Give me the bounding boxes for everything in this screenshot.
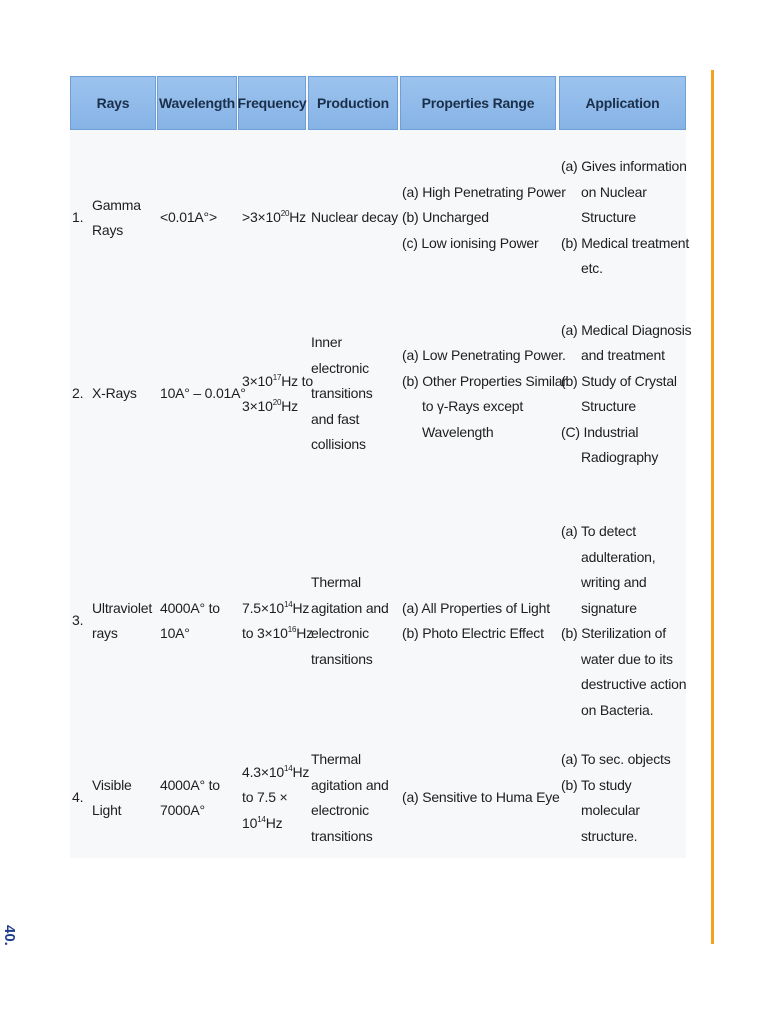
cell-line: on Nuclear: [581, 183, 647, 200]
table-row: [70, 506, 686, 716]
cell-line: transitions: [311, 827, 373, 844]
cell-line: 4000A° to: [160, 599, 220, 616]
cell-line: (a) Low Penetrating Power.: [402, 347, 566, 363]
cell-line: $3\times 10^{20}Hz$: [242, 398, 298, 414]
cell-line: (b) Uncharged: [402, 209, 489, 226]
cell-line: and fast: [311, 410, 360, 427]
header-rays: Rays: [70, 76, 156, 130]
cell-application: [561, 519, 687, 723]
cell-line: Light: [92, 802, 122, 818]
cell-line: agitation and: [311, 599, 389, 616]
cell-line: to $3\times 10^{16}Hz$: [242, 625, 313, 641]
cell-line: Gamma: [92, 196, 141, 213]
cell-line: (a) Medical Diagnosis: [561, 321, 692, 338]
cell-line: electronic: [311, 802, 369, 818]
cell-properties: [402, 343, 567, 445]
cell-line: (b) Study of Crystal: [561, 372, 677, 389]
header-production: Production: [308, 76, 398, 130]
cell-line: 10A° – 0.01A°: [160, 385, 246, 402]
cell-line: Radiography: [581, 449, 659, 465]
cell-line: writing and: [581, 574, 647, 590]
cell-line: structure.: [581, 827, 638, 844]
cell-frequency: [242, 596, 313, 647]
cell-line: $3\times 10^{17}Hz$ to: [242, 372, 313, 389]
cell-rays: [92, 596, 158, 647]
cell-rays: [92, 773, 158, 824]
cell-line: <0.01A°>: [160, 209, 217, 226]
cell-no: [72, 608, 90, 634]
cell-line: (a) Sensitive to Huma Eye: [402, 789, 560, 806]
cell-properties: [402, 596, 558, 647]
cell-line: $10^{14}Hz$: [242, 814, 283, 831]
cell-line: Visible: [92, 776, 132, 793]
cell-wavelength: [160, 773, 240, 824]
table-header-row: [70, 76, 686, 132]
cell-line: Wavelength: [422, 423, 494, 440]
cell-application: [561, 318, 692, 471]
cell-application: [561, 747, 687, 849]
cell-production: [311, 747, 399, 849]
cell-line: adulteration,: [581, 548, 656, 565]
cell-line: (a) High Penetrating Power: [402, 183, 566, 200]
cell-line: Structure: [581, 209, 636, 226]
cell-no: [72, 785, 90, 811]
cell-line: agitation and: [311, 776, 389, 793]
cell-production: [311, 205, 399, 231]
header-application: Application: [559, 76, 686, 130]
cell-production: [311, 570, 399, 672]
cell-line: Ultraviolet: [92, 599, 153, 616]
cell-frequency: [242, 760, 308, 837]
cell-properties: [402, 180, 566, 257]
cell-line: (b) Photo Electric Effect: [402, 625, 544, 641]
cell-line: $>3\times 10^{20}Hz$: [242, 209, 306, 226]
cell-line: X-Rays: [92, 385, 137, 402]
cell-line: transitions: [311, 385, 373, 402]
cell-line: molecular: [581, 802, 640, 818]
cell-line: $7.5\times 10^{14}Hz$: [242, 599, 310, 616]
cell-line: (b) Medical treatment: [561, 234, 690, 251]
cell-line: electronic: [311, 625, 369, 641]
cell-application: [561, 154, 690, 282]
header-frequency: Frequency: [238, 76, 306, 130]
cell-line: (C) Industrial: [561, 423, 639, 440]
cell-line: Inner: [311, 334, 342, 351]
cell-line: 4000A° to: [160, 776, 220, 793]
cell-line: (a) To detect: [561, 523, 636, 539]
cell-line: $4.3\times 10^{14}Hz$: [242, 763, 310, 780]
cell-line: signature: [581, 599, 637, 616]
cell-line: (b) To study: [561, 776, 632, 793]
page-number: 40.: [1, 925, 18, 946]
cell-frequency: [242, 205, 308, 231]
cell-line: and treatment: [581, 347, 665, 363]
cell-line: Nuclear decay: [311, 209, 398, 226]
cell-line: 10A°: [160, 625, 190, 641]
table-row: [70, 316, 692, 476]
page-margin-rule: [711, 70, 714, 944]
cell-line: electronic: [311, 359, 369, 376]
cell-line: etc.: [581, 260, 603, 277]
em-spectrum-table: [70, 76, 692, 858]
header-wavelength: Wavelength: [157, 76, 237, 130]
cell-line: (a) Gives information: [561, 158, 687, 175]
table-row: [70, 744, 686, 854]
cell-line: (a) To sec. objects: [561, 751, 671, 767]
cell-line: to 7.5 ×: [242, 789, 288, 806]
cell-line: (c) Low ionising Power: [402, 234, 539, 251]
cell-no: [72, 205, 90, 231]
cell-properties: [402, 785, 558, 811]
cell-line: 1.: [72, 209, 84, 226]
cell-line: 3.: [72, 612, 84, 629]
cell-line: collisions: [311, 436, 366, 453]
cell-line: Structure: [581, 398, 636, 414]
cell-line: (a) All Properties of Light: [402, 599, 550, 616]
cell-line: to γ-Rays except: [422, 398, 524, 414]
cell-no: [72, 381, 90, 407]
cell-frequency: [242, 369, 313, 420]
cell-rays: [92, 381, 158, 407]
cell-wavelength: [160, 596, 240, 647]
cell-line: 7000A°: [160, 802, 205, 818]
cell-line: 2.: [72, 385, 84, 402]
cell-wavelength: [160, 381, 246, 407]
cell-line: on Bacteria.: [581, 701, 654, 718]
cell-line: Thermal: [311, 574, 361, 590]
cell-line: (b) Other Properties Similar: [402, 372, 567, 389]
table-row: [70, 154, 690, 294]
cell-production: [311, 330, 399, 458]
cell-line: Rays: [92, 222, 124, 238]
cell-line: destructive action: [581, 676, 687, 692]
cell-line: rays: [92, 625, 118, 641]
cell-line: 4.: [72, 789, 84, 806]
cell-wavelength: [160, 205, 240, 231]
cell-rays: [92, 193, 158, 244]
header-properties-range: Properties Range: [400, 76, 556, 130]
cell-line: Thermal: [311, 751, 361, 767]
cell-line: (b) Sterilization of: [561, 625, 666, 641]
cell-line: water due to its: [581, 650, 673, 667]
cell-line: transitions: [311, 650, 373, 667]
